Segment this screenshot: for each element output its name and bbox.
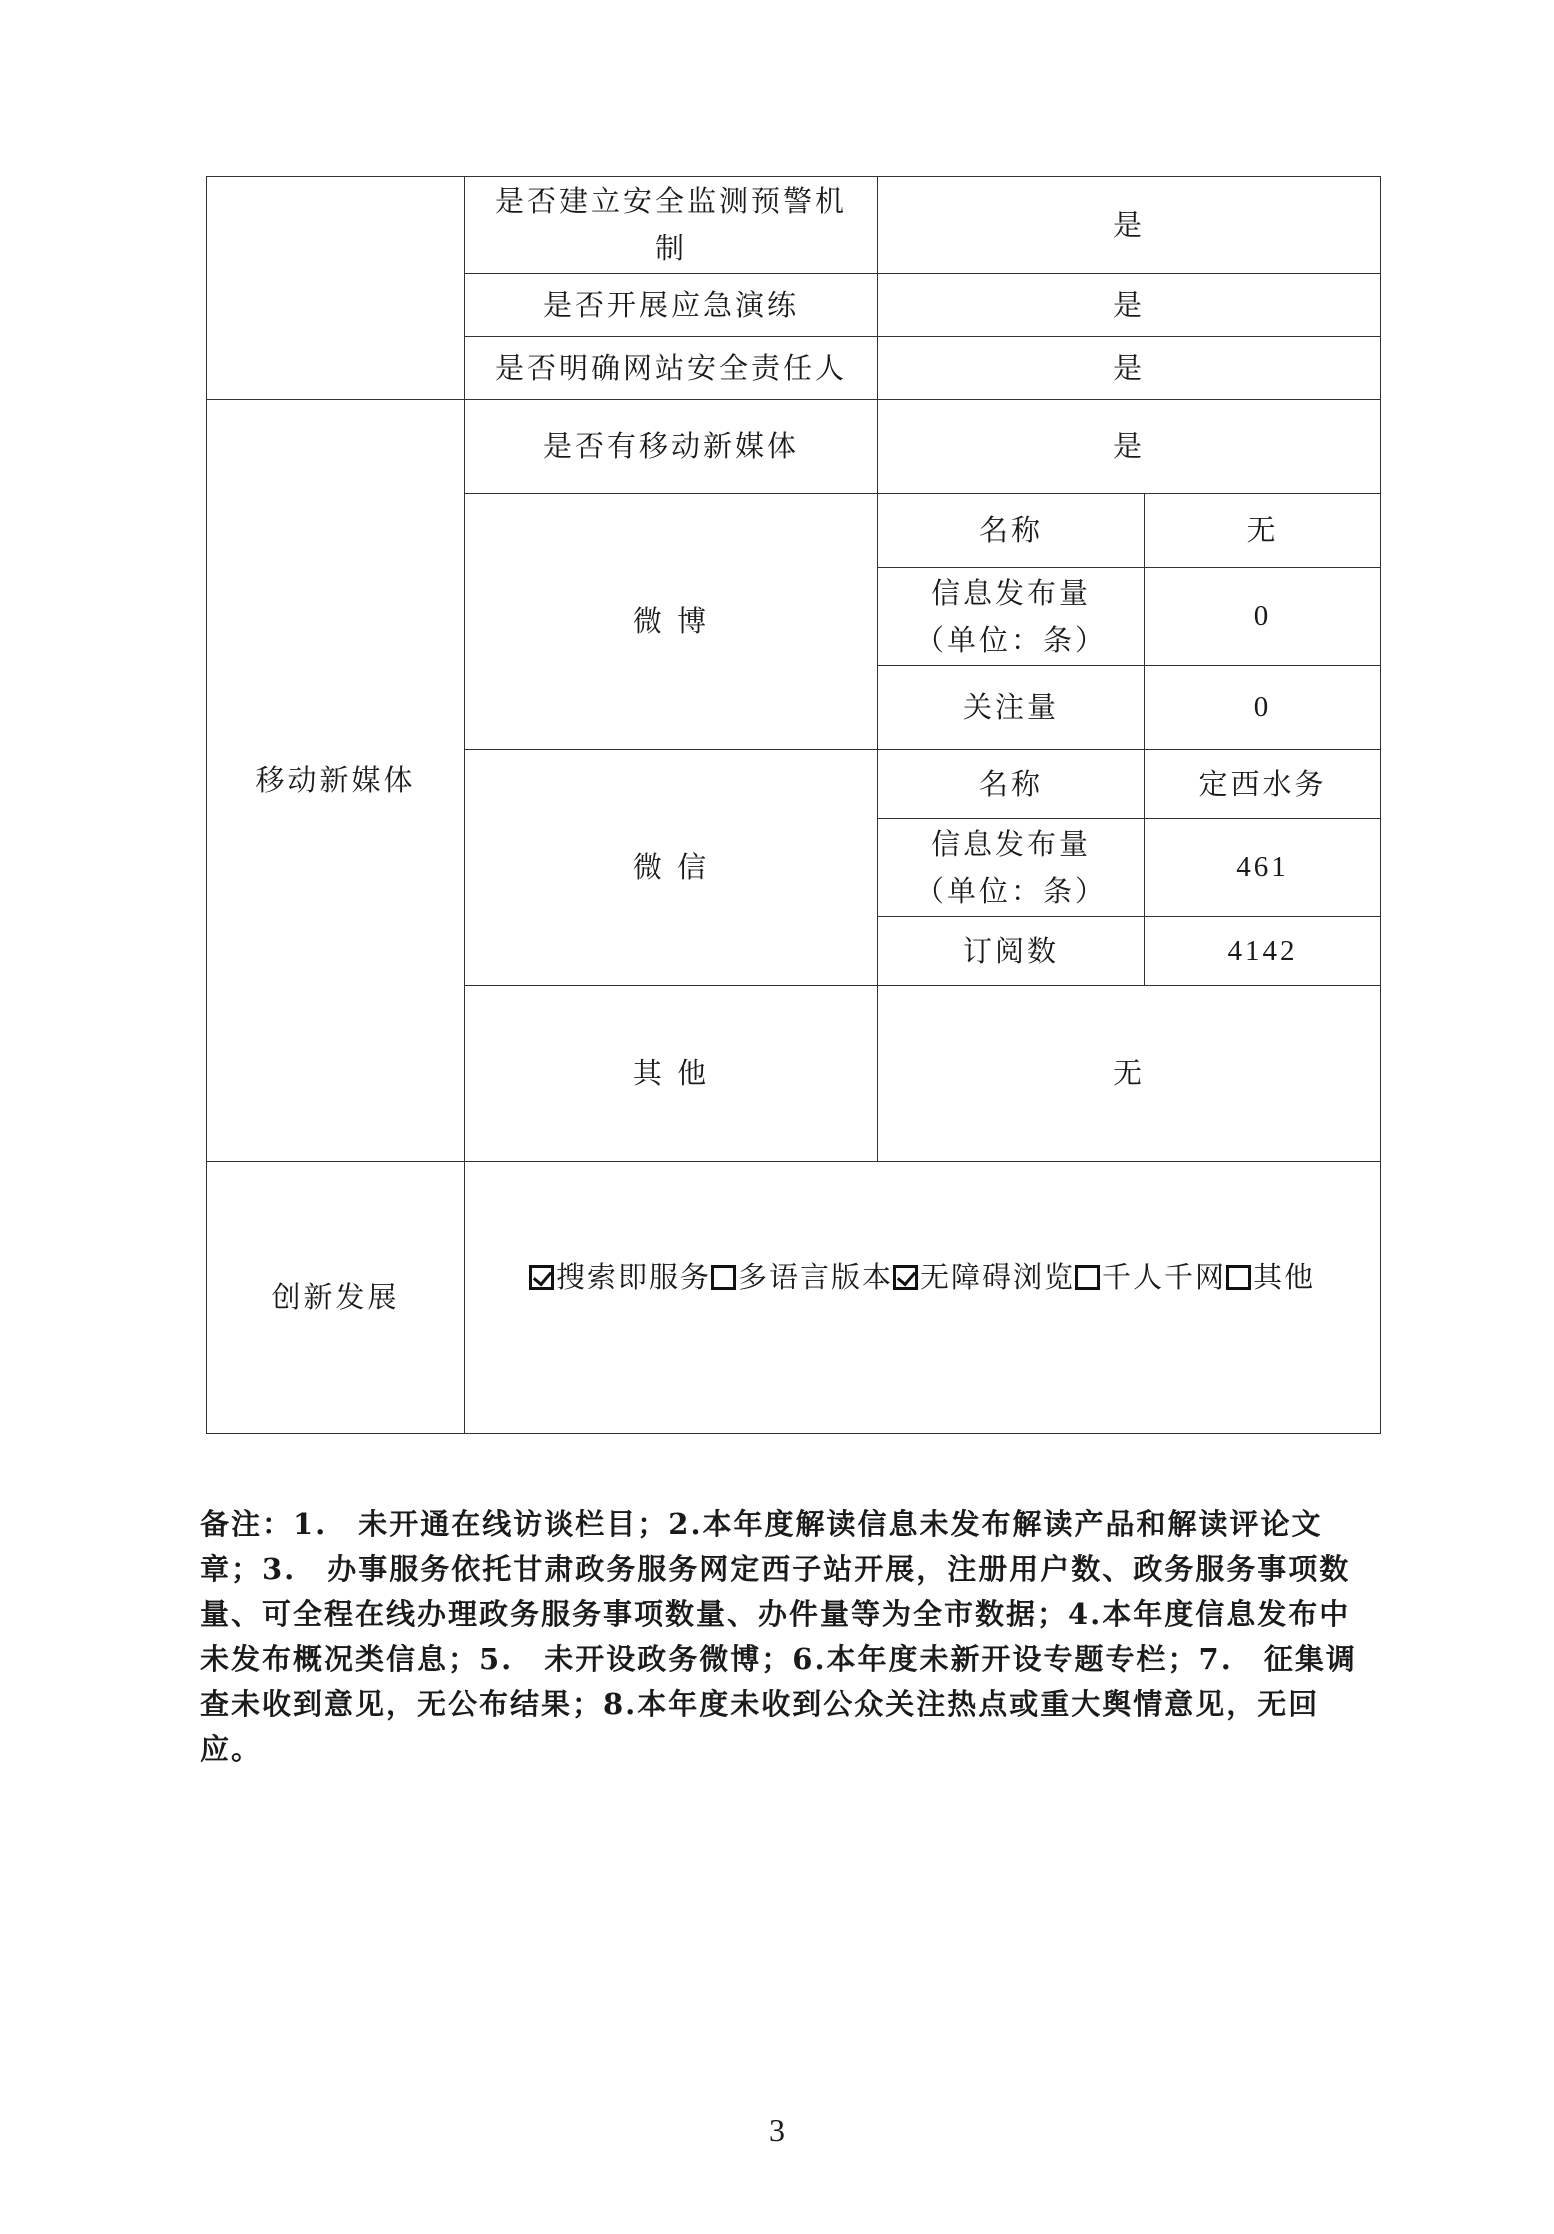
table-row (207, 1162, 1381, 1434)
option-label: 无障碍浏览 (920, 1260, 1076, 1294)
weibo-follow-label: 关注量 (878, 666, 1145, 750)
wechat-count-value: 461 (1145, 819, 1381, 917)
has-media-label: 是否有移动新媒体 (465, 400, 878, 494)
weibo-follow-value: 0 (1145, 666, 1381, 750)
wechat-sub-value: 4142 (1145, 917, 1381, 986)
weibo-count-label: 信息发布量（单位：条） (878, 568, 1145, 666)
option-label: 多语言版本 (738, 1260, 894, 1294)
has-media-value: 是 (878, 400, 1381, 494)
security-category-cell (207, 177, 465, 400)
website-report-table (206, 176, 1381, 1434)
monitor-value: 是 (878, 177, 1381, 274)
option-label: 其他 (1253, 1260, 1316, 1294)
wechat-label: 微 信 (465, 750, 878, 986)
checkbox-icon[interactable] (529, 1265, 554, 1290)
option-other[interactable] (1226, 1254, 1315, 1301)
drill-value: 是 (878, 274, 1381, 337)
innovation-label: 创新发展 (207, 1162, 465, 1434)
drill-label: 是否开展应急演练 (465, 274, 878, 337)
wechat-name-value: 定西水务 (1145, 750, 1381, 819)
option-label: 千人千网 (1102, 1260, 1227, 1294)
page-number: 3 (769, 2112, 785, 2148)
option-multilingual[interactable] (711, 1254, 893, 1301)
weibo-label: 微 博 (465, 494, 878, 750)
checkbox-icon[interactable] (1075, 1265, 1100, 1290)
other-media-label: 其 他 (465, 986, 878, 1162)
checkbox-icon[interactable] (711, 1265, 736, 1290)
option-personalized[interactable] (1075, 1254, 1226, 1301)
notes-paragraph: 备注：1. 未开通在线访谈栏目；2.本年度解读信息未发布解读产品和解读评论文章；3. 办事服务依托甘肃政务服务网定西子站开展，注册用户数、政务服务事项数量、可全程在线办理政务服务事项数量、办件量等为全市数据；4.本年度信息发布中未发布概况类信息；5. 未开设政务微博；6.本年度未新开设专题专栏；7. 征集调查未收到意见，无公布结果；8.本年度未收到公众关注热点或重大舆情意见，无回应。 (200, 1507, 1357, 1766)
weibo-count-value: 0 (1145, 568, 1381, 666)
table-row (207, 400, 1381, 494)
option-accessibility[interactable] (893, 1254, 1075, 1301)
checkbox-icon[interactable] (893, 1265, 918, 1290)
wechat-sub-label: 订阅数 (878, 917, 1145, 986)
wechat-count-label: 信息发布量（单位：条） (878, 819, 1145, 917)
table-row (207, 177, 1381, 274)
weibo-name-value: 无 (1145, 494, 1381, 568)
owner-value: 是 (878, 337, 1381, 400)
other-media-value: 无 (878, 986, 1381, 1162)
monitor-label: 是否建立安全监测预警机制 (465, 177, 878, 274)
weibo-name-label: 名称 (878, 494, 1145, 568)
checkbox-icon[interactable] (1226, 1265, 1251, 1290)
innovation-options (465, 1162, 1381, 1434)
wechat-name-label: 名称 (878, 750, 1145, 819)
owner-label: 是否明确网站安全责任人 (465, 337, 878, 400)
option-search-service[interactable] (529, 1254, 711, 1301)
option-label: 搜索即服务 (556, 1260, 712, 1294)
media-section-label: 移动新媒体 (207, 400, 465, 1162)
